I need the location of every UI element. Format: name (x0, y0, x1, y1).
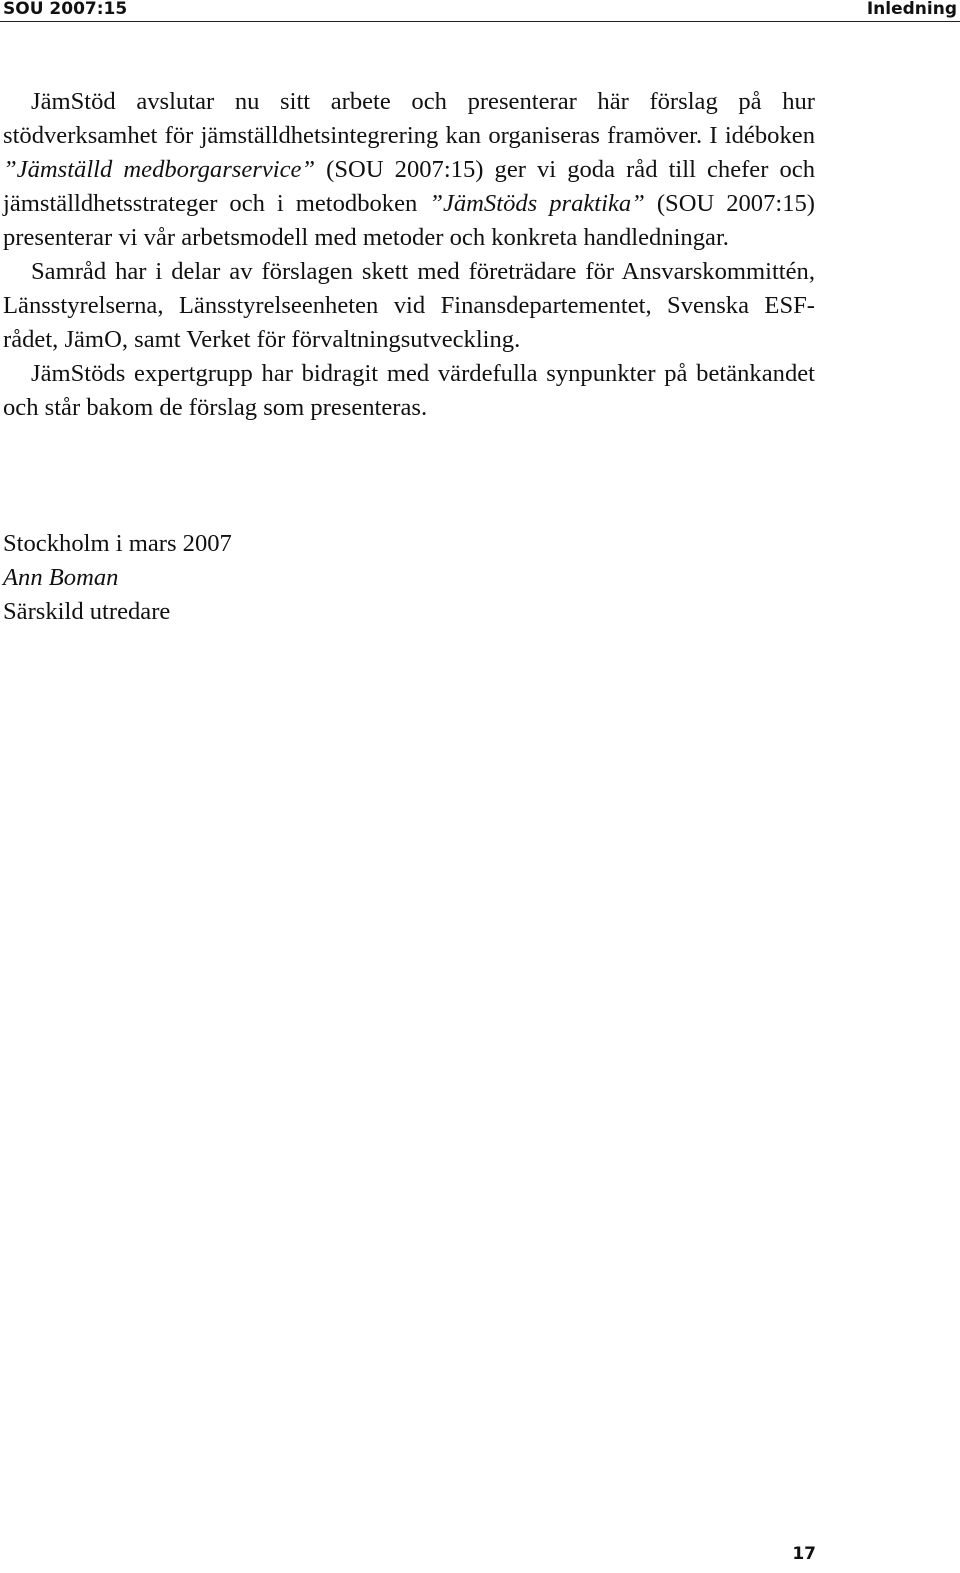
signature-block (3, 527, 232, 629)
place-and-date: Stockholm i mars 2007 (3, 530, 232, 557)
paragraph-1-part-c: (SOU 2007:15) presenterar vi vår arbetsmodell med metoder och konkreta handledningar. (3, 190, 815, 251)
header-chapter-title: Inledning (866, 0, 957, 19)
paragraph-2: Samråd har i delar av förslagen skett med företrädare för Ansvarskommittén, Länsstyrelserna, Länsstyrelseenheten vid Finansdepartementet, Svenska ESF-rådet, JämO, samt Verket för förvaltningsutveckling. (3, 258, 815, 353)
body-text (3, 85, 815, 425)
paragraph-1 (3, 85, 815, 255)
paragraph-1-part-b: (SOU 2007:15) ger vi goda råd till chefer och jämställdhetsstrateger och i metodboken (3, 156, 815, 217)
header-rule (0, 21, 960, 22)
paragraph-3: JämStöds expertgrupp har bidragit med värdefulla synpunkter på betänkandet och står bakom de förslag som presenteras. (3, 360, 815, 421)
paragraph-1-part-a: JämStöd avslutar nu sitt arbete och presenterar här förslag på hur stödverksamhet för jämställdhetsintegrering kan organiseras framöver. I idéboken (3, 88, 815, 149)
book-title-jamstalld-medborgarservice: ”Jämställd medborgarservice” (3, 156, 316, 183)
signatory-name: Ann Boman (3, 564, 119, 591)
header-document-id: SOU 2007:15 (3, 0, 128, 19)
signatory-role: Särskild utredare (3, 598, 171, 625)
running-header (0, 0, 960, 20)
page-number: 17 (792, 1544, 816, 1564)
book-title-jamstods-praktika: ”JämStöds praktika” (429, 190, 645, 217)
